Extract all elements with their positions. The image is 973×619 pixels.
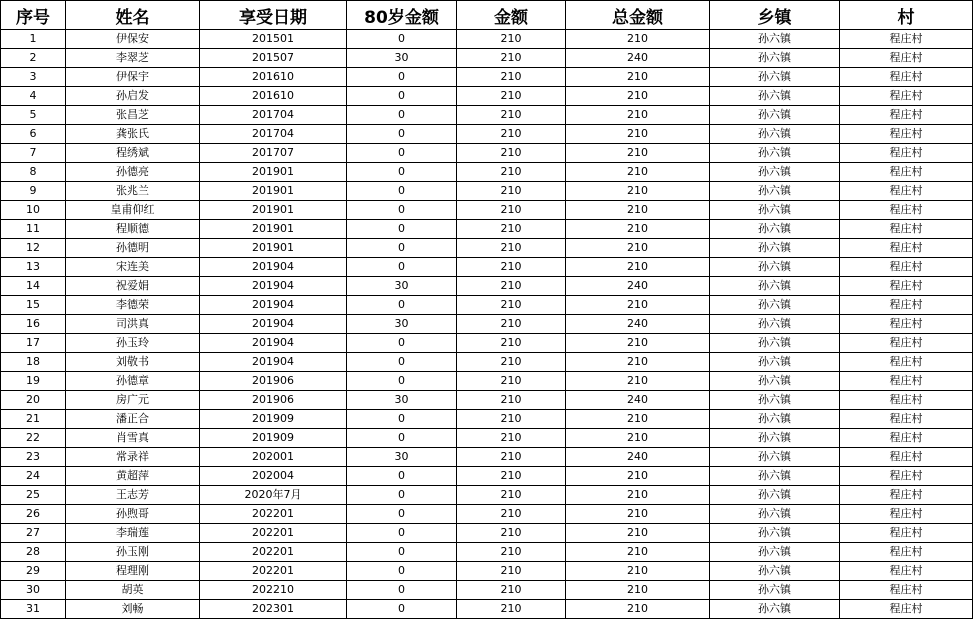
cell-name: 肖雪真: [66, 429, 200, 448]
cell-index: 29: [1, 562, 66, 581]
table-row: [1, 68, 973, 87]
cell-town: 孙六镇: [710, 410, 840, 429]
cell-village: 程庄村: [840, 391, 973, 410]
cell-index: 12: [1, 239, 66, 258]
cell-total: 210: [566, 68, 710, 87]
cell-town: 孙六镇: [710, 429, 840, 448]
cell-index: 28: [1, 543, 66, 562]
cell-80-amount: 0: [347, 144, 457, 163]
cell-date: 201704: [200, 106, 347, 125]
cell-80-amount: 0: [347, 87, 457, 106]
cell-date: 201901: [200, 220, 347, 239]
cell-village: 程庄村: [840, 182, 973, 201]
table-row: [1, 296, 973, 315]
cell-total: 240: [566, 315, 710, 334]
cell-town: 孙六镇: [710, 315, 840, 334]
cell-total: 210: [566, 182, 710, 201]
cell-town: 孙六镇: [710, 125, 840, 144]
cell-date: 201507: [200, 49, 347, 68]
cell-amount: 210: [457, 258, 566, 277]
cell-amount: 210: [457, 49, 566, 68]
cell-amount: 210: [457, 334, 566, 353]
table-row: [1, 163, 973, 182]
cell-name: 司洪真: [66, 315, 200, 334]
cell-total: 210: [566, 334, 710, 353]
cell-amount: 210: [457, 486, 566, 505]
cell-amount: 210: [457, 30, 566, 49]
table-row: [1, 182, 973, 201]
table-row: [1, 562, 973, 581]
cell-town: 孙六镇: [710, 68, 840, 87]
cell-index: 16: [1, 315, 66, 334]
cell-80-amount: 0: [347, 239, 457, 258]
cell-80-amount: 0: [347, 429, 457, 448]
cell-date: 202201: [200, 524, 347, 543]
cell-name: 房广元: [66, 391, 200, 410]
cell-total: 210: [566, 163, 710, 182]
cell-total: 210: [566, 467, 710, 486]
cell-village: 程庄村: [840, 581, 973, 600]
cell-town: 孙六镇: [710, 391, 840, 410]
cell-80-amount: 30: [347, 448, 457, 467]
cell-80-amount: 0: [347, 163, 457, 182]
cell-amount: 210: [457, 87, 566, 106]
cell-amount: 210: [457, 429, 566, 448]
cell-town: 孙六镇: [710, 600, 840, 619]
cell-town: 孙六镇: [710, 182, 840, 201]
cell-amount: 210: [457, 239, 566, 258]
cell-village: 程庄村: [840, 334, 973, 353]
cell-amount: 210: [457, 391, 566, 410]
cell-town: 孙六镇: [710, 258, 840, 277]
cell-village: 程庄村: [840, 163, 973, 182]
cell-80-amount: 0: [347, 30, 457, 49]
table-row: [1, 144, 973, 163]
cell-amount: 210: [457, 353, 566, 372]
cell-town: 孙六镇: [710, 277, 840, 296]
cell-index: 23: [1, 448, 66, 467]
cell-80-amount: 0: [347, 524, 457, 543]
table-row: [1, 467, 973, 486]
cell-name: 龚张氏: [66, 125, 200, 144]
header-row: [1, 1, 973, 30]
cell-80-amount: 30: [347, 391, 457, 410]
cell-index: 11: [1, 220, 66, 239]
cell-town: 孙六镇: [710, 87, 840, 106]
col-total-header: 总金额: [566, 1, 710, 30]
cell-total: 240: [566, 277, 710, 296]
cell-total: 210: [566, 125, 710, 144]
cell-date: 201610: [200, 87, 347, 106]
table-row: [1, 372, 973, 391]
cell-name: 刘敬书: [66, 353, 200, 372]
cell-amount: 210: [457, 144, 566, 163]
cell-date: 201901: [200, 163, 347, 182]
cell-80-amount: 0: [347, 543, 457, 562]
cell-village: 程庄村: [840, 258, 973, 277]
cell-village: 程庄村: [840, 144, 973, 163]
cell-amount: 210: [457, 600, 566, 619]
cell-index: 14: [1, 277, 66, 296]
cell-name: 孙玉刚: [66, 543, 200, 562]
cell-village: 程庄村: [840, 448, 973, 467]
cell-date: 201904: [200, 258, 347, 277]
cell-index: 30: [1, 581, 66, 600]
cell-amount: 210: [457, 68, 566, 87]
cell-town: 孙六镇: [710, 467, 840, 486]
cell-name: 伊保安: [66, 30, 200, 49]
cell-index: 6: [1, 125, 66, 144]
cell-date: 202201: [200, 543, 347, 562]
cell-date: 201904: [200, 277, 347, 296]
cell-village: 程庄村: [840, 125, 973, 144]
cell-amount: 210: [457, 201, 566, 220]
table-row: [1, 505, 973, 524]
cell-amount: 210: [457, 524, 566, 543]
cell-town: 孙六镇: [710, 30, 840, 49]
table-row: [1, 600, 973, 619]
cell-index: 13: [1, 258, 66, 277]
cell-80-amount: 0: [347, 296, 457, 315]
cell-name: 李德荣: [66, 296, 200, 315]
cell-date: 201901: [200, 201, 347, 220]
cell-village: 程庄村: [840, 30, 973, 49]
cell-80-amount: 0: [347, 581, 457, 600]
cell-date: 202201: [200, 562, 347, 581]
cell-date: 201704: [200, 125, 347, 144]
cell-80-amount: 0: [347, 125, 457, 144]
cell-village: 程庄村: [840, 372, 973, 391]
cell-name: 张兆兰: [66, 182, 200, 201]
cell-index: 18: [1, 353, 66, 372]
cell-date: 201610: [200, 68, 347, 87]
cell-80-amount: 30: [347, 49, 457, 68]
cell-village: 程庄村: [840, 239, 973, 258]
cell-village: 程庄村: [840, 353, 973, 372]
cell-village: 程庄村: [840, 87, 973, 106]
cell-total: 210: [566, 220, 710, 239]
cell-80-amount: 30: [347, 315, 457, 334]
cell-amount: 210: [457, 562, 566, 581]
col-name-header: 姓名: [66, 1, 200, 30]
cell-index: 17: [1, 334, 66, 353]
cell-80-amount: 0: [347, 201, 457, 220]
table-row: [1, 87, 973, 106]
cell-total: 210: [566, 30, 710, 49]
cell-index: 22: [1, 429, 66, 448]
cell-index: 1: [1, 30, 66, 49]
cell-name: 张昌芝: [66, 106, 200, 125]
table-row: [1, 486, 973, 505]
cell-total: 210: [566, 581, 710, 600]
cell-name: 胡英: [66, 581, 200, 600]
col-index-header: 序号: [1, 1, 66, 30]
cell-80-amount: 0: [347, 467, 457, 486]
cell-amount: 210: [457, 315, 566, 334]
cell-total: 210: [566, 106, 710, 125]
cell-name: 黄超萍: [66, 467, 200, 486]
cell-date: 201909: [200, 410, 347, 429]
cell-name: 程绣斌: [66, 144, 200, 163]
cell-80-amount: 0: [347, 600, 457, 619]
table-row: [1, 30, 973, 49]
cell-amount: 210: [457, 372, 566, 391]
cell-village: 程庄村: [840, 600, 973, 619]
cell-name: 孙德明: [66, 239, 200, 258]
table-row: [1, 543, 973, 562]
cell-total: 210: [566, 353, 710, 372]
cell-total: 210: [566, 486, 710, 505]
cell-name: 李翠芝: [66, 49, 200, 68]
cell-town: 孙六镇: [710, 201, 840, 220]
cell-index: 4: [1, 87, 66, 106]
cell-town: 孙六镇: [710, 220, 840, 239]
cell-index: 2: [1, 49, 66, 68]
cell-town: 孙六镇: [710, 353, 840, 372]
cell-total: 210: [566, 600, 710, 619]
table-row: [1, 410, 973, 429]
cell-amount: 210: [457, 467, 566, 486]
cell-date: 201906: [200, 372, 347, 391]
cell-80-amount: 0: [347, 410, 457, 429]
cell-amount: 210: [457, 296, 566, 315]
cell-town: 孙六镇: [710, 448, 840, 467]
cell-index: 27: [1, 524, 66, 543]
cell-village: 程庄村: [840, 201, 973, 220]
cell-town: 孙六镇: [710, 106, 840, 125]
cell-name: 程理刚: [66, 562, 200, 581]
cell-total: 210: [566, 372, 710, 391]
cell-total: 210: [566, 201, 710, 220]
cell-80-amount: 0: [347, 182, 457, 201]
table-row: [1, 391, 973, 410]
cell-village: 程庄村: [840, 543, 973, 562]
cell-index: 9: [1, 182, 66, 201]
cell-date: 201901: [200, 239, 347, 258]
cell-amount: 210: [457, 448, 566, 467]
table-row: [1, 239, 973, 258]
cell-date: 201909: [200, 429, 347, 448]
cell-amount: 210: [457, 581, 566, 600]
table-row: [1, 220, 973, 239]
cell-village: 程庄村: [840, 486, 973, 505]
cell-80-amount: 0: [347, 68, 457, 87]
cell-name: 祝爱娟: [66, 277, 200, 296]
cell-town: 孙六镇: [710, 505, 840, 524]
table-row: [1, 429, 973, 448]
cell-town: 孙六镇: [710, 334, 840, 353]
cell-town: 孙六镇: [710, 524, 840, 543]
cell-total: 210: [566, 429, 710, 448]
cell-date: 201904: [200, 315, 347, 334]
cell-name: 程顺德: [66, 220, 200, 239]
cell-town: 孙六镇: [710, 372, 840, 391]
col-amount-header: 金额: [457, 1, 566, 30]
table-row: [1, 201, 973, 220]
cell-village: 程庄村: [840, 277, 973, 296]
cell-name: 刘畅: [66, 600, 200, 619]
cell-town: 孙六镇: [710, 144, 840, 163]
table-row: [1, 277, 973, 296]
cell-date: 201501: [200, 30, 347, 49]
cell-town: 孙六镇: [710, 581, 840, 600]
cell-80-amount: 0: [347, 258, 457, 277]
cell-total: 240: [566, 448, 710, 467]
cell-amount: 210: [457, 543, 566, 562]
col-village-header: 村: [840, 1, 973, 30]
table-row: [1, 448, 973, 467]
cell-index: 3: [1, 68, 66, 87]
cell-name: 潘正合: [66, 410, 200, 429]
cell-80-amount: 0: [347, 106, 457, 125]
cell-80-amount: 0: [347, 372, 457, 391]
cell-date: 201906: [200, 391, 347, 410]
cell-total: 210: [566, 410, 710, 429]
table-row: [1, 334, 973, 353]
cell-name: 孙德亮: [66, 163, 200, 182]
cell-name: 伊保宇: [66, 68, 200, 87]
cell-town: 孙六镇: [710, 296, 840, 315]
cell-date: 2020年7月: [200, 486, 347, 505]
cell-total: 210: [566, 524, 710, 543]
cell-village: 程庄村: [840, 524, 973, 543]
cell-total: 210: [566, 505, 710, 524]
cell-date: 201904: [200, 296, 347, 315]
cell-total: 210: [566, 543, 710, 562]
cell-name: 宋连美: [66, 258, 200, 277]
cell-village: 程庄村: [840, 220, 973, 239]
cell-index: 26: [1, 505, 66, 524]
cell-village: 程庄村: [840, 49, 973, 68]
cell-index: 25: [1, 486, 66, 505]
cell-total: 210: [566, 239, 710, 258]
cell-town: 孙六镇: [710, 486, 840, 505]
cell-80-amount: 0: [347, 505, 457, 524]
cell-total: 240: [566, 49, 710, 68]
cell-amount: 210: [457, 182, 566, 201]
table-body: [1, 30, 973, 619]
cell-total: 210: [566, 258, 710, 277]
cell-town: 孙六镇: [710, 543, 840, 562]
cell-total: 240: [566, 391, 710, 410]
cell-name: 孙玉玲: [66, 334, 200, 353]
cell-index: 5: [1, 106, 66, 125]
cell-amount: 210: [457, 505, 566, 524]
cell-80-amount: 0: [347, 486, 457, 505]
cell-date: 201707: [200, 144, 347, 163]
cell-name: 李瑞莲: [66, 524, 200, 543]
table-row: [1, 353, 973, 372]
cell-index: 10: [1, 201, 66, 220]
cell-village: 程庄村: [840, 410, 973, 429]
cell-date: 201904: [200, 334, 347, 353]
cell-name: 皇甫仰红: [66, 201, 200, 220]
cell-amount: 210: [457, 410, 566, 429]
cell-date: 202301: [200, 600, 347, 619]
cell-80-amount: 0: [347, 334, 457, 353]
table-row: [1, 258, 973, 277]
cell-index: 7: [1, 144, 66, 163]
cell-village: 程庄村: [840, 467, 973, 486]
cell-date: 202001: [200, 448, 347, 467]
table-row: [1, 524, 973, 543]
cell-index: 20: [1, 391, 66, 410]
cell-amount: 210: [457, 220, 566, 239]
cell-date: 202210: [200, 581, 347, 600]
cell-80-amount: 0: [347, 220, 457, 239]
cell-name: 孙德章: [66, 372, 200, 391]
cell-village: 程庄村: [840, 106, 973, 125]
cell-name: 孙启发: [66, 87, 200, 106]
cell-index: 31: [1, 600, 66, 619]
cell-village: 程庄村: [840, 68, 973, 87]
cell-index: 21: [1, 410, 66, 429]
cell-name: 孙煦哥: [66, 505, 200, 524]
cell-name: 常录祥: [66, 448, 200, 467]
col-town-header: 乡镇: [710, 1, 840, 30]
cell-total: 210: [566, 296, 710, 315]
cell-total: 210: [566, 87, 710, 106]
col-80-amount-header: 80岁金额: [347, 1, 457, 30]
cell-village: 程庄村: [840, 429, 973, 448]
cell-town: 孙六镇: [710, 239, 840, 258]
cell-80-amount: 30: [347, 277, 457, 296]
cell-total: 210: [566, 562, 710, 581]
cell-name: 王志芳: [66, 486, 200, 505]
cell-amount: 210: [457, 125, 566, 144]
cell-amount: 210: [457, 163, 566, 182]
cell-amount: 210: [457, 106, 566, 125]
cell-date: 202201: [200, 505, 347, 524]
cell-village: 程庄村: [840, 315, 973, 334]
col-date-header: 享受日期: [200, 1, 347, 30]
cell-date: 202004: [200, 467, 347, 486]
table-row: [1, 315, 973, 334]
cell-town: 孙六镇: [710, 163, 840, 182]
cell-village: 程庄村: [840, 505, 973, 524]
table-row: [1, 581, 973, 600]
cell-index: 15: [1, 296, 66, 315]
cell-amount: 210: [457, 277, 566, 296]
cell-town: 孙六镇: [710, 562, 840, 581]
cell-index: 19: [1, 372, 66, 391]
cell-index: 24: [1, 467, 66, 486]
table-row: [1, 125, 973, 144]
cell-date: 201904: [200, 353, 347, 372]
table-row: [1, 106, 973, 125]
cell-80-amount: 0: [347, 353, 457, 372]
cell-town: 孙六镇: [710, 49, 840, 68]
cell-date: 201901: [200, 182, 347, 201]
cell-index: 8: [1, 163, 66, 182]
cell-80-amount: 0: [347, 562, 457, 581]
cell-village: 程庄村: [840, 296, 973, 315]
cell-village: 程庄村: [840, 562, 973, 581]
cell-total: 210: [566, 144, 710, 163]
table-row: [1, 49, 973, 68]
